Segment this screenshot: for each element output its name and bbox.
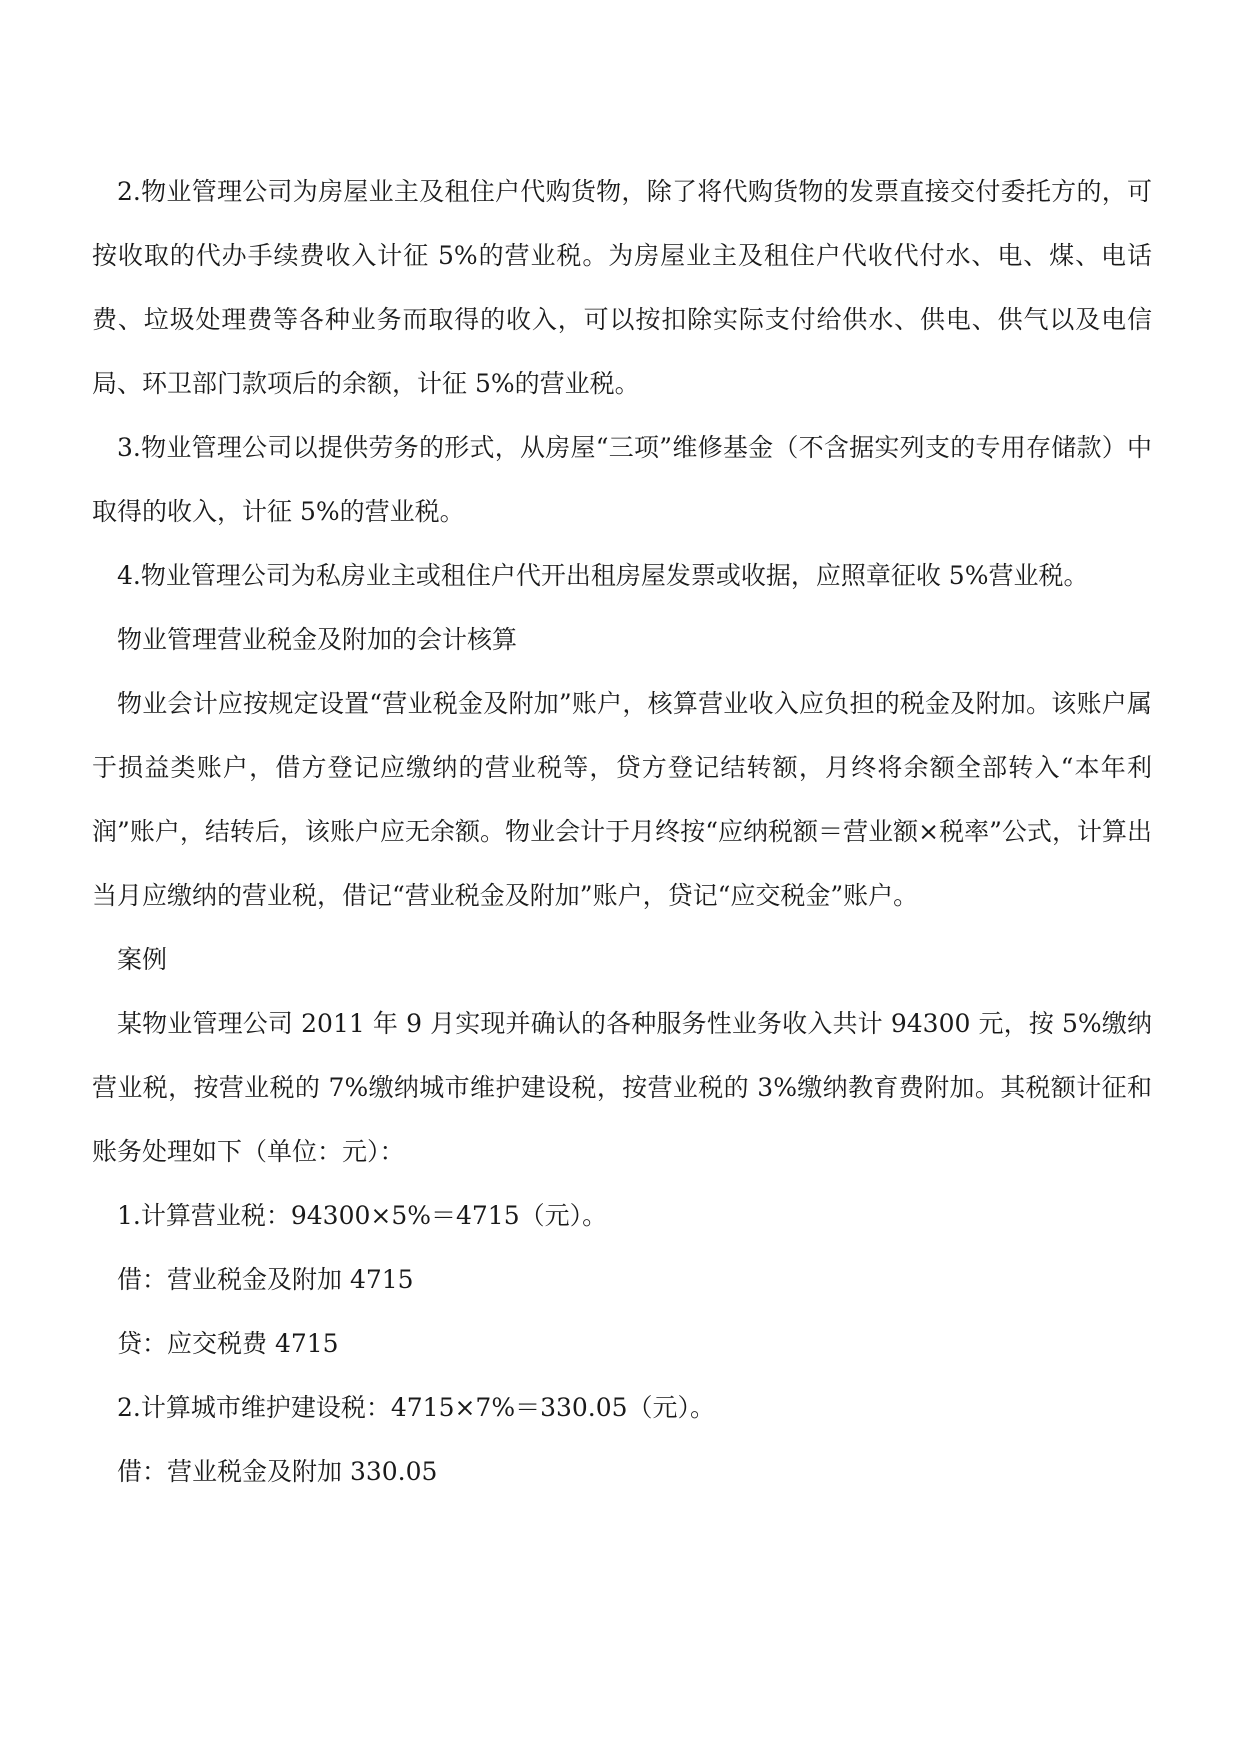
case-heading: 案例 (117, 945, 168, 974)
accounting-paragraph: 物业会计应按规定设置“营业税金及附加”账户，核算营业收入应负担的税金及附加。该账户属于损益类账户，借方登记应缴纳的营业税等，贷方登记结转额，月终将余额全部转入“本年利润”账户，结转后，该账户应无余额。物业会计于月终按“应纳税额＝营业额×税率”公式，计算出当月应缴纳的营业税，借记“营业税金及附加”账户，贷记“应交税金”账户。 (92, 689, 1152, 910)
section-heading: 物业管理营业税金及附加的会计核算 (117, 625, 518, 654)
calc-city-tax: 2.计算城市维护建设税：4715×7%＝330.05（元）。 (117, 1393, 716, 1422)
debit-entry-2: 借：营业税金及附加 330.05 (117, 1457, 438, 1486)
debit-entry-1: 借：营业税金及附加 4715 (117, 1265, 414, 1294)
calc-business-tax: 1.计算营业税：94300×5%＝4715（元）。 (117, 1201, 608, 1230)
paragraph-item-3: 3.物业管理公司以提供劳务的形式，从房屋“三项”维修基金（不含据实列支的专用存储款）中取得的收入，计征 5%的营业税。 (92, 433, 1152, 526)
paragraph-item-2: 2.物业管理公司为房屋业主及租住户代购货物，除了将代购货物的发票直接交付委托方的，可按收取的代办手续费收入计征 5%的营业税。为房屋业主及租住户代收代付水、电、煤、电话费、垃圾处理费等各种业务而取得的收入，可以按扣除实际支付给供水、供电、供气以及电信局、环卫部门款项后的余额，计征 5%的营业税。 (92, 177, 1152, 398)
document-body (92, 160, 1152, 1504)
credit-entry-1: 贷：应交税费 4715 (117, 1329, 339, 1358)
case-description: 某物业管理公司 2011 年 9 月实现并确认的各种服务性业务收入共计 94300 元，按 5%缴纳营业税，按营业税的 7%缴纳城市维护建设税，按营业税的 3%缴纳教育费附加。其税额计征和账务处理如下（单位：元）： (92, 1009, 1152, 1166)
paragraph-item-4: 4.物业管理公司为私房业主或租住户代开出租房屋发票或收据，应照章征收 5%营业税。 (117, 561, 1089, 590)
